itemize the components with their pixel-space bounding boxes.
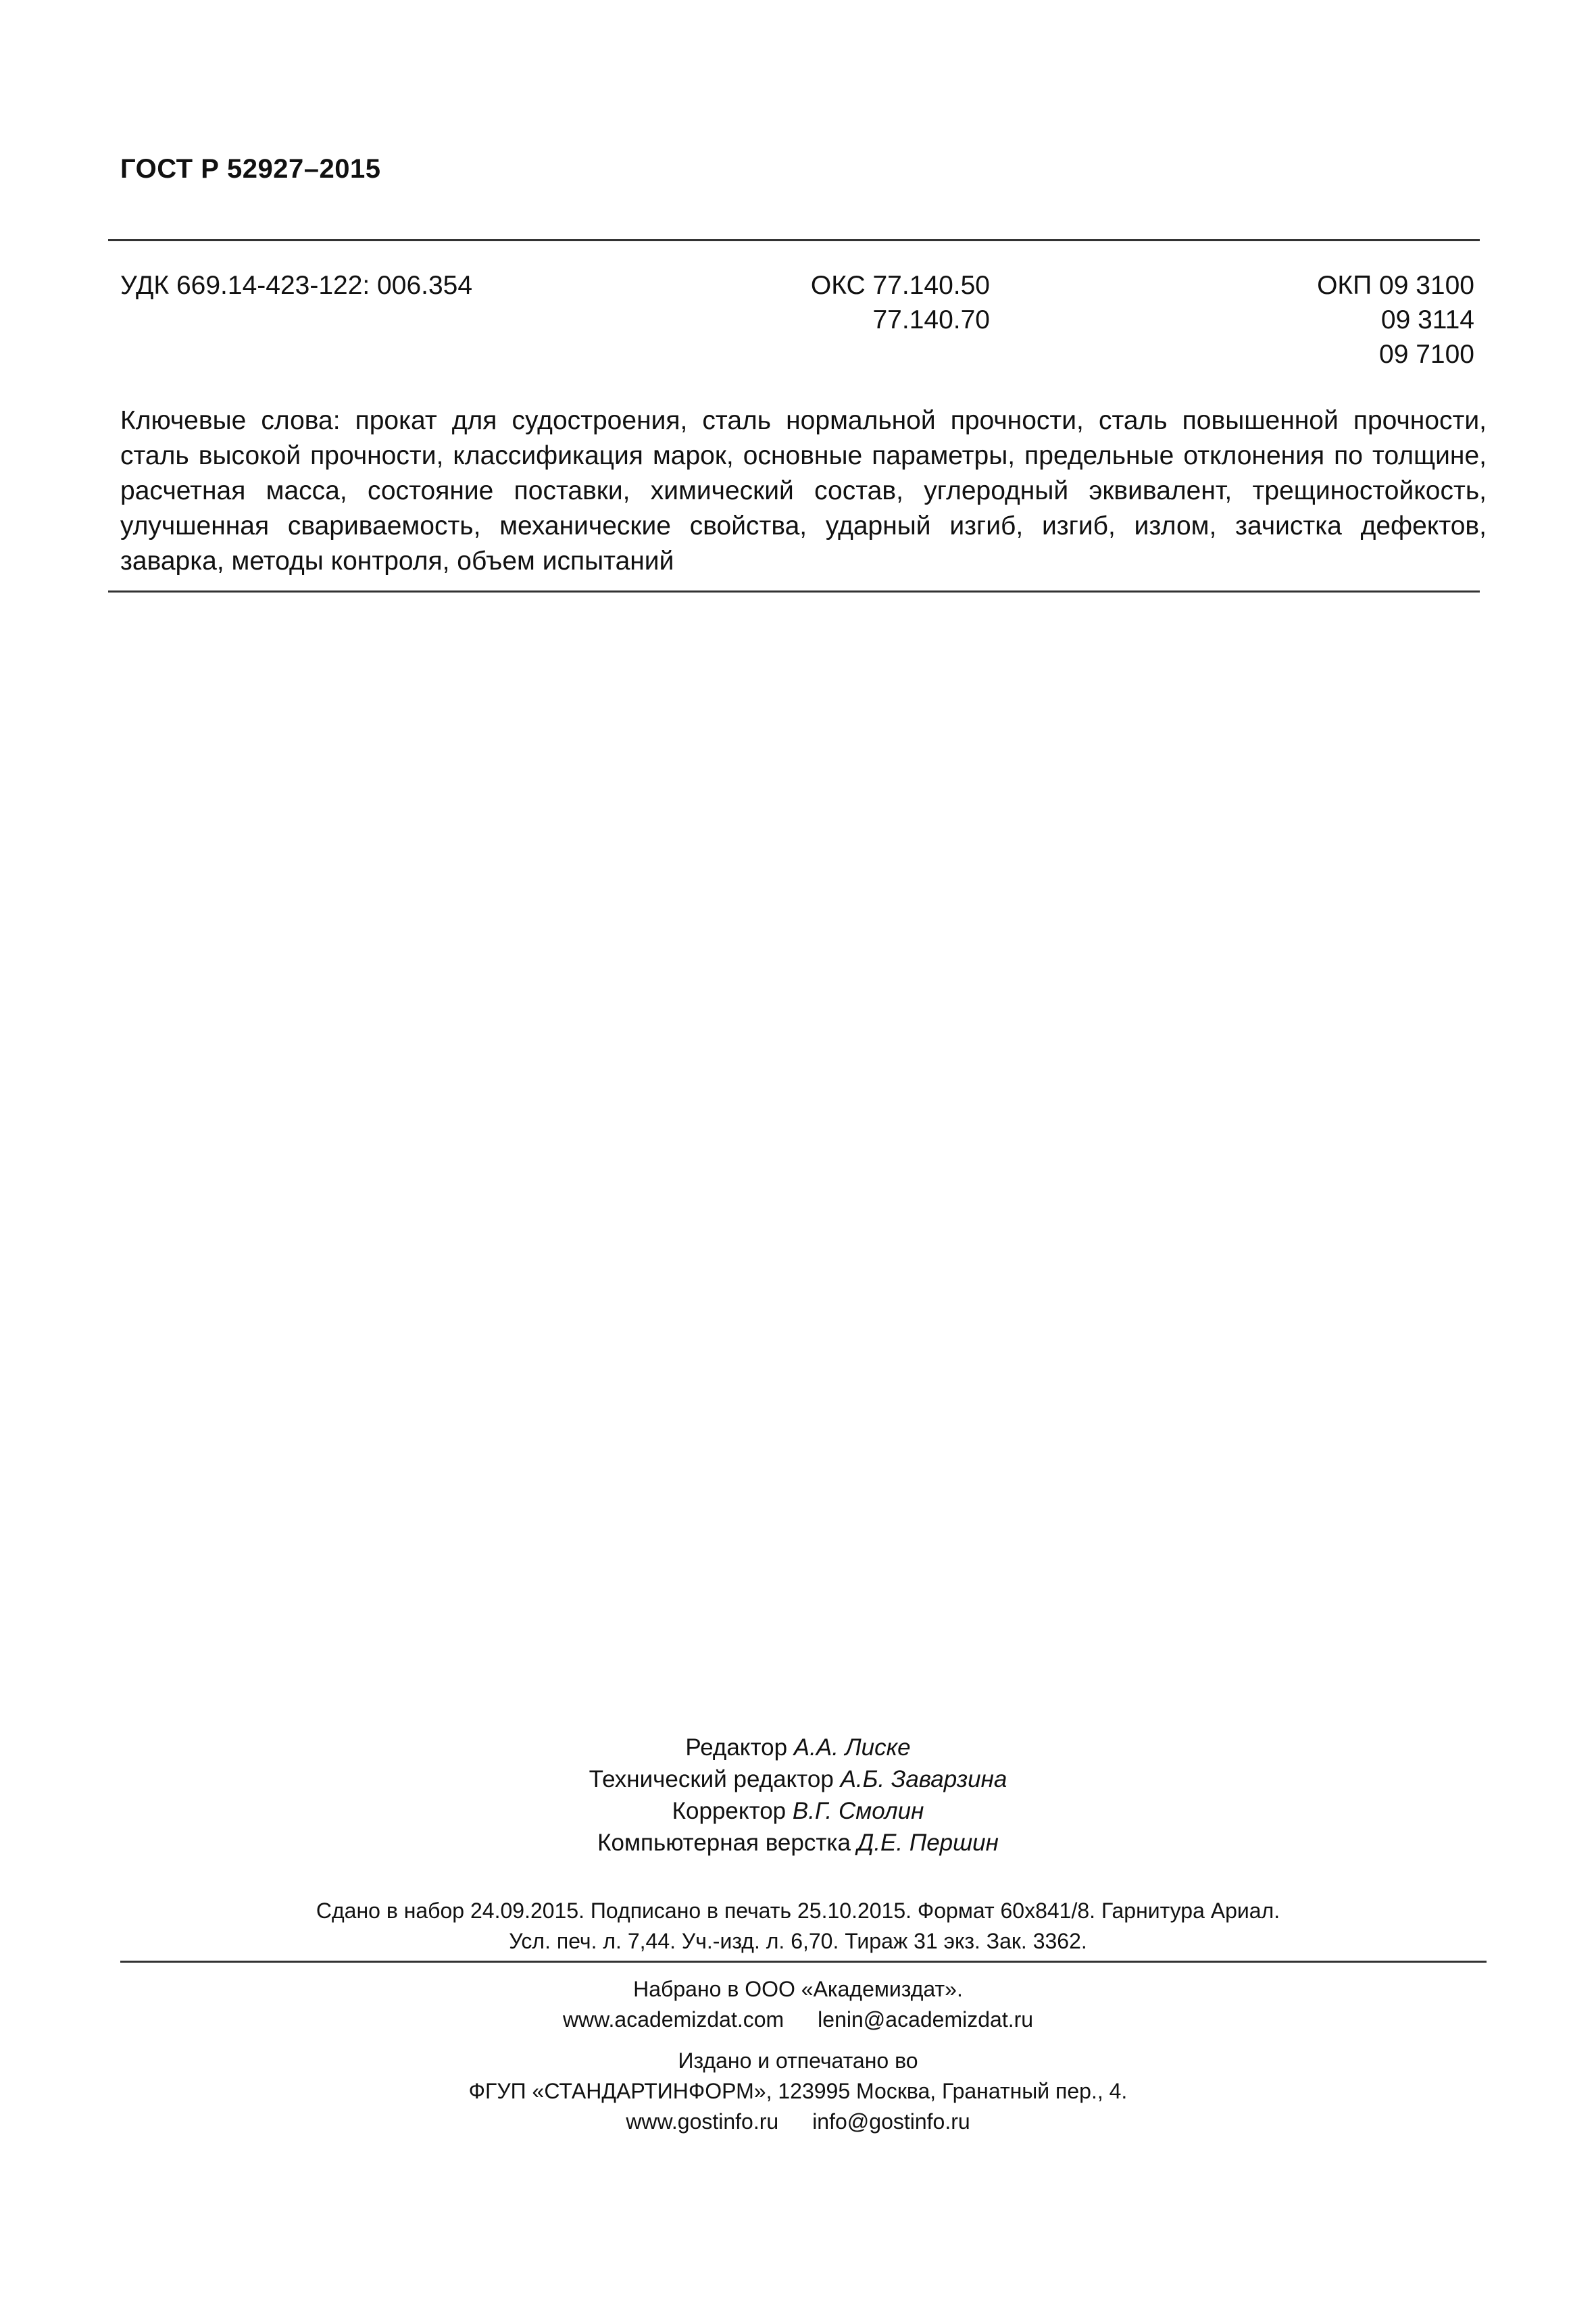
typeset-email: lenin@academizdat.ru bbox=[818, 2007, 1034, 2032]
credit-layout: Компьютерная верстка Д.Е. Першин bbox=[597, 1830, 999, 1856]
typeset-info bbox=[0, 1974, 1596, 2035]
okp-code-1: ОКП 09 3100 bbox=[1317, 271, 1474, 300]
typeset-line: Набрано в ООО «Академиздат». bbox=[633, 1977, 963, 2001]
okp-code-2: 09 3114 bbox=[1380, 305, 1474, 334]
oks-codes bbox=[787, 268, 990, 337]
typeset-site: www.academizdat.com bbox=[562, 2007, 784, 2032]
publisher-info bbox=[0, 2046, 1596, 2137]
okp-code-3: 09 7100 bbox=[1379, 340, 1474, 369]
keywords-divider bbox=[108, 590, 1480, 593]
publisher-line-2: ФГУП «СТАНДАРТИНФОРМ», 123995 Москва, Гранатный пер., 4. bbox=[468, 2079, 1128, 2103]
oks-code-2: 77.140.70 bbox=[872, 305, 990, 334]
oks-code-1: ОКС 77.140.50 bbox=[810, 271, 990, 300]
typeset-contacts bbox=[0, 2005, 1596, 2035]
udk-code: УДК 669.14-423-122: 006.354 bbox=[120, 271, 473, 300]
credit-tech-editor: Технический редактор А.Б. Заварзина bbox=[589, 1766, 1007, 1792]
print-info bbox=[0, 1896, 1596, 1957]
document-number: ГОСТ Р 52927–2015 bbox=[120, 154, 381, 184]
credit-proofreader: Корректор В.Г. Смолин bbox=[672, 1798, 924, 1824]
top-divider bbox=[108, 239, 1480, 241]
keywords-paragraph: Ключевые слова: прокат для судостроения, сталь нормальной прочности, сталь повышенной прочности, сталь высокой прочности, классификация марок, основные параметры, предельные отклонения по толщине, расчетная масса, состояние поставки, химический состав, углеродный эквивалент, трещиностойкость, улучшенная свариваемость, механические свойства, ударный изгиб, изгиб, излом, зачистка дефектов, заварка, методы контроля, объем испытаний bbox=[120, 406, 1487, 576]
credits-block bbox=[0, 1732, 1596, 1859]
print-info-line-2: Усл. печ. л. 7,44. Уч.-изд. л. 6,70. Тираж 31 экз. Зак. 3362. bbox=[509, 1929, 1087, 1953]
okp-codes bbox=[1270, 268, 1474, 372]
publisher-contacts bbox=[0, 2107, 1596, 2137]
imprint-divider bbox=[120, 1961, 1487, 1963]
credit-editor: Редактор А.А. Лиске bbox=[685, 1734, 911, 1761]
publisher-site: www.gostinfo.ru bbox=[626, 2109, 779, 2134]
publisher-line-1: Издано и отпечатано во bbox=[678, 2048, 918, 2073]
print-info-line-1: Сдано в набор 24.09.2015. Подписано в печать 25.10.2015. Формат 60х841/8. Гарнитура Ариал. bbox=[316, 1898, 1280, 1923]
publisher-email: info@gostinfo.ru bbox=[812, 2109, 970, 2134]
